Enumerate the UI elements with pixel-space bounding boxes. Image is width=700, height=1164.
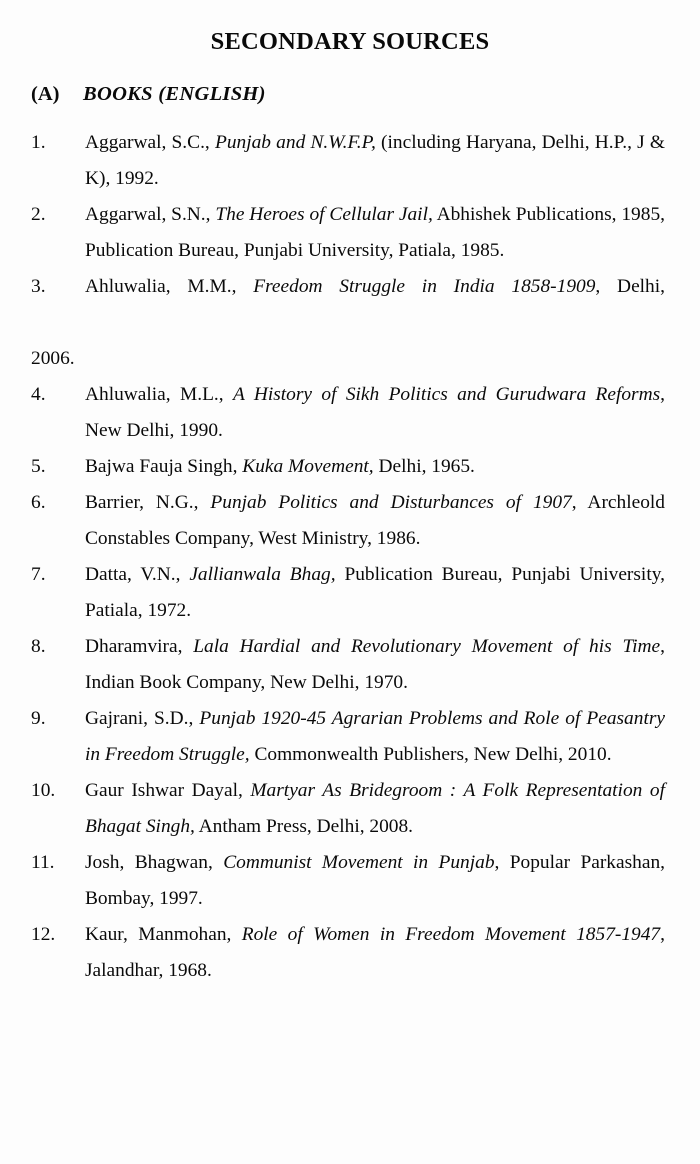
entry-number: 10. (31, 779, 56, 801)
entry-author: Aggarwal, S.C., (85, 131, 215, 153)
entry-text (85, 449, 665, 485)
entry-text (85, 917, 665, 989)
entry-number: 8. (31, 635, 46, 657)
bibliography-entry (0, 557, 700, 629)
entry-title: Kuka Movement, (242, 455, 374, 477)
entry-publication-info: Publication Bureau, Punjabi University, Patiala, 1972. (85, 563, 665, 621)
entry-title: Lala Hardial and Revolutionary Movement of his Time (193, 635, 661, 657)
entry-text (85, 269, 665, 341)
entry-publication-info: Abhishek Publications, 1985, Publication Bureau, Punjabi University, Patiala, 1985. (85, 203, 665, 261)
entry-text (85, 557, 665, 629)
entry-text (85, 701, 665, 773)
entry-author: Kaur, Manmohan, (85, 923, 242, 945)
entry-publication-info: , Jalandhar, 1968. (85, 923, 665, 981)
entry-title: Punjab 1920-45 Agrarian Problems and Role of Peasantry in Freedom Struggle, (85, 707, 665, 765)
entry-number: 2. (31, 203, 46, 225)
entry-publication-info: , Indian Book Company, New Delhi, 1970. (85, 635, 666, 693)
entry-author: Gajrani, S.D., (85, 707, 200, 729)
entry-publication-info: , Archleold Constables Company, West Ministry, 1986. (85, 491, 665, 549)
bibliography-entry (0, 845, 700, 917)
section-heading (0, 56, 700, 107)
entry-number: 5. (31, 455, 46, 477)
entry-tail-line: 2006. (31, 347, 75, 369)
entry-text (85, 377, 665, 449)
section-letter: (A) (31, 82, 60, 105)
entry-text (85, 773, 665, 845)
entry-number: 6. (31, 491, 46, 513)
entry-author: Dharamvira, (85, 635, 194, 657)
entry-publication-info: Commonwealth Publishers, New Delhi, 2010. (249, 743, 612, 765)
entry-title: Punjab and N.W.F.P, (214, 131, 376, 153)
entry-title: Role of Women in Freedom Movement 1857-1947 (241, 923, 661, 945)
entry-title: Communist Movement in Punjab (223, 851, 495, 873)
entry-publication-info: , Popular Parkashan, Bombay, 1997. (85, 851, 666, 909)
entry-author: Ahluwalia, M.M., (85, 275, 254, 297)
entry-title: Punjab Politics and Disturbances of 1907 (210, 491, 572, 513)
entry-author: Aggarwal, S.N., (85, 203, 216, 225)
entry-title: Freedom Struggle in India 1858-1909 (253, 275, 596, 297)
entry-author: Ahluwalia, M.L., (85, 383, 233, 405)
bibliography-entry (0, 773, 700, 845)
entry-text (85, 125, 665, 197)
entry-author: Datta, V.N., (85, 563, 190, 585)
entry-text (85, 197, 665, 269)
entry-number: 9. (31, 707, 46, 729)
bibliography-entry (0, 269, 700, 377)
entry-number: 7. (31, 563, 46, 585)
entry-number: 11. (31, 851, 55, 873)
bibliography-entry (0, 629, 700, 701)
bibliography-entry (0, 197, 700, 269)
bibliography-entry (0, 125, 700, 197)
entry-author: Josh, Bhagwan, (85, 851, 224, 873)
entry-number: 3. (31, 275, 46, 297)
entry-text (85, 629, 665, 701)
bibliography-entry (0, 701, 700, 773)
entry-number: 12. (31, 923, 56, 945)
bibliography-entry (0, 917, 700, 989)
entry-publication-info: Antham Press, Delhi, 2008. (194, 815, 414, 837)
entry-title: Martyar As Bridegroom : A Folk Representation of Bhagat Singh, (85, 779, 665, 837)
entry-title: Jallianwala Bhag, (189, 563, 336, 585)
entry-title: A History of Sikh Politics and Gurudwara Reforms (232, 383, 661, 405)
entry-number: 4. (31, 383, 46, 405)
entry-publication-info: (including Haryana, Delhi, H.P., J & K), 1992. (85, 131, 666, 189)
bibliography-entry (0, 449, 700, 485)
entry-title: The Heroes of Cellular Jail, (215, 203, 433, 225)
entry-publication-info: , Delhi, (595, 275, 665, 297)
bibliography-entry (0, 377, 700, 449)
entry-author: Gaur Ishwar Dayal, (85, 779, 251, 801)
bibliography-list (0, 107, 700, 989)
entry-text (85, 485, 665, 557)
page-title: SECONDARY SOURCES (210, 28, 490, 55)
entry-publication-info: Delhi, 1965. (373, 455, 475, 477)
section-label: BOOKS (ENGLISH) (83, 82, 266, 105)
bibliography-entry (0, 485, 700, 557)
entry-text (85, 845, 665, 917)
entry-author: Barrier, N.G., (85, 491, 211, 513)
entry-author: Bajwa Fauja Singh, (85, 455, 243, 477)
entry-number: 1. (31, 131, 46, 153)
entry-publication-info: , New Delhi, 1990. (85, 383, 665, 441)
